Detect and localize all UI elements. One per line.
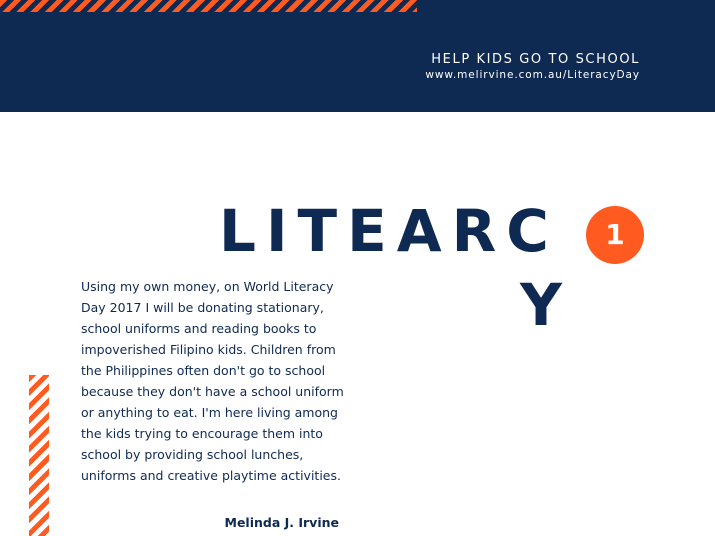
header-url[interactable]: www.melirvine.com.au/LiteracyDay: [425, 69, 640, 81]
decorative-stripe-top: [0, 0, 417, 12]
hero-trailing-letter: Y: [520, 271, 562, 339]
decorative-stripe-side: [29, 375, 49, 536]
signature: Melinda J. Irvine: [224, 515, 339, 530]
header-banner: [0, 0, 715, 112]
hero-word: LITEARC: [219, 197, 559, 265]
header-title: HELP KIDS GO TO SCHOOL: [431, 52, 640, 67]
body-paragraph: Using my own money, on World Literacy Day 2017 I will be donating stationary, school uniforms and reading books to impoverished Filipino kids. Children from the Philippines often don't go to school because they don't have a school uniform or anything to eat. I'm here living among the kids trying to encourage them into school by providing school lunches, uniforms and creative playtime activities.: [81, 279, 344, 483]
number-badge: 1: [586, 206, 644, 264]
